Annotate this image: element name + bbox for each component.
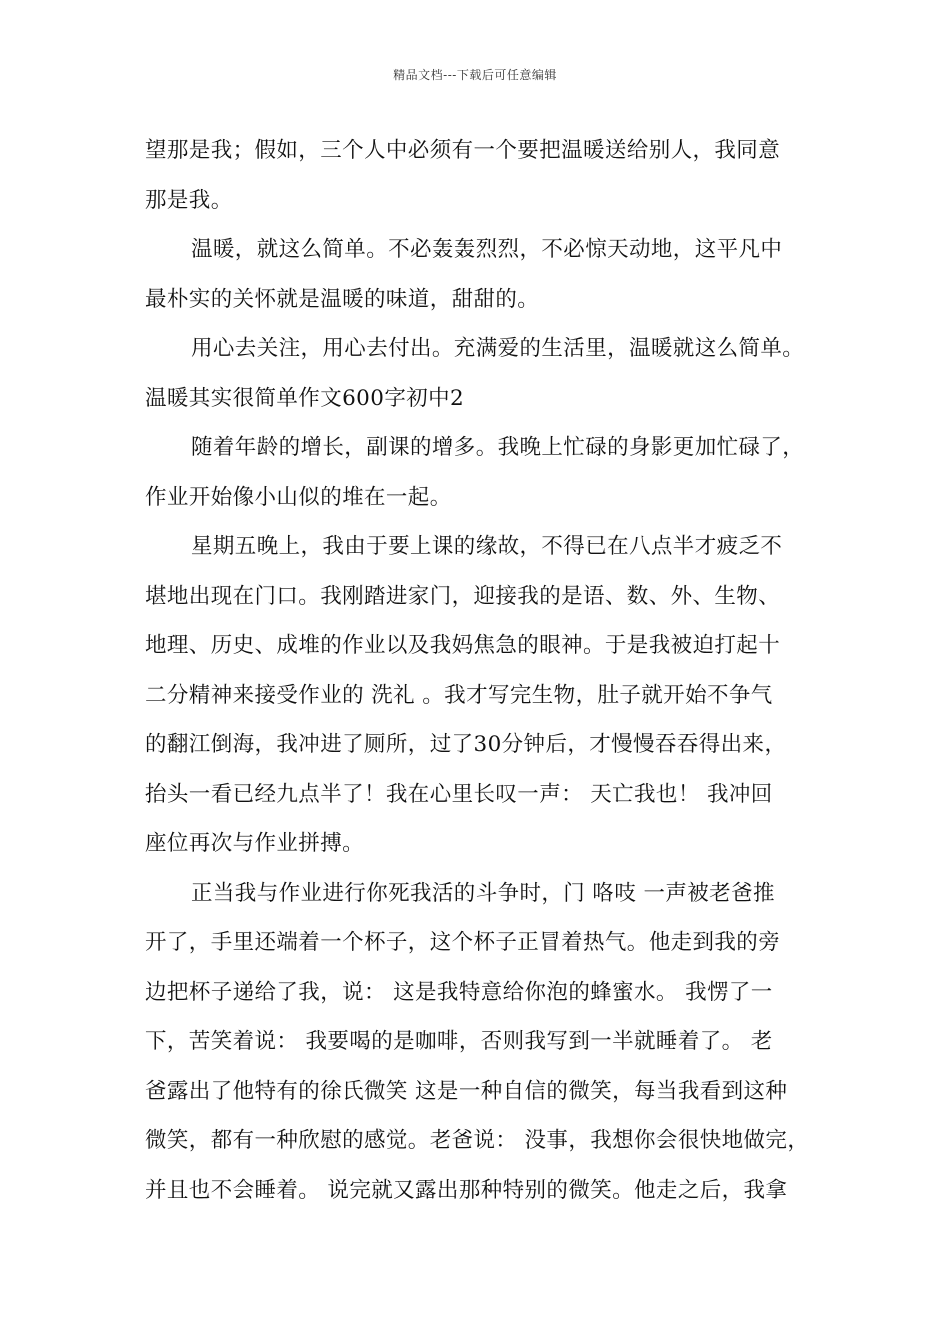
paragraph-start-line: 星期五晚上，我由于要上课的缘故，不得已在八点半才疲乏不 [191,534,783,559]
text-line: 并且也不会睡着。 说完就又露出那种特别的微笑。他走之后，我拿 [145,1177,788,1203]
text-line: 作业开始像小山似的堆在一起。 [145,484,452,510]
text-line: 抬头一看已经九点半了！我在心里长叹一声： 天亡我也！ 我冲回 [145,781,773,807]
text-line: 那是我。 [145,187,233,213]
paragraph-start-line: 温暖，就这么简单。不必轰轰烈烈，不必惊天动地，这平凡中 [191,237,783,262]
section-title: 温暖其实很简单作文600字初中2 [145,385,465,411]
text-line: 堪地出现在门口。我刚踏进家门，迎接我的是语、数、外、生物、 [145,583,781,609]
text-line: 的翻江倒海，我冲进了厕所，过了30分钟后，才慢慢吞吞得出来， [145,732,787,757]
paragraph-start-line: 用心去关注，用心去付出。充满爱的生活里，温暖就这么简单。 [191,336,805,361]
text-line: 微笑，都有一种欣慰的感觉。老爸说： 没事，我想你会很快地做完， [145,1128,810,1153]
text-line: 爸露出了他特有的徐氏微笑 这是一种自信的微笑，每当我看到这种 [145,1078,788,1104]
text-line: 座位再次与作业拼搏。 [145,831,365,856]
paragraph-start-line: 随着年龄的增长，副课的增多。我晚上忙碌的身影更加忙碌了， [191,435,805,460]
text-line: 地理、历史、成堆的作业以及我妈焦急的眼神。于是我被迫打起十 [145,633,781,658]
text-line: 望那是我；假如，三个人中必须有一个要把温暖送给别人，我同意 [145,138,781,163]
document-body [145,126,825,1215]
page-header: 精品文档---下载后可任意编辑 [393,68,557,82]
text-line: 下，苦笑着说： 我要喝的是咖啡，否则我写到一半就睡着了。 老 [145,1029,773,1054]
text-line: 最朴实的关怀就是温暖的味道，甜甜的。 [145,286,540,312]
text-line: 开了，手里还端着一个杯子，这个杯子正冒着热气。他走到我的旁 [145,930,781,955]
text-line: 二分精神来接受作业的 洗礼 。我才写完生物，肚子就开始不争气 [145,682,773,708]
text-line: 边把杯子递给了我，说： 这是我特意给你泡的蜂蜜水。 我愣了一 [145,979,773,1005]
paragraph-start-line: 正当我与作业进行你死我活的斗争时，门 咯吱 一声被老爸推 [191,880,775,906]
